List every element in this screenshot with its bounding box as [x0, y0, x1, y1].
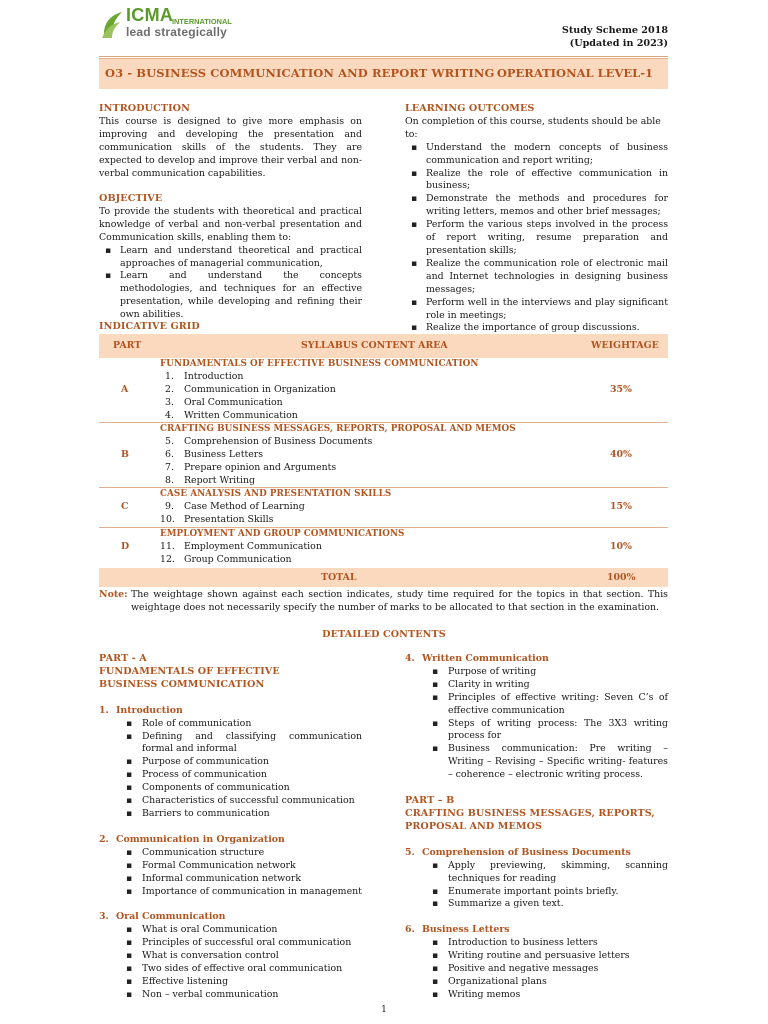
- grid-row-b: [99, 423, 668, 488]
- learning-outcomes-list: [405, 142, 668, 336]
- grid-weightage-value: 10%: [610, 541, 632, 552]
- topic-item: ▪ Principles of successful oral communication: [99, 937, 362, 950]
- page-number: 1: [381, 1005, 387, 1015]
- topic-item: ▪ Writing routine and persuasive letters: [405, 950, 668, 963]
- topic-item: ▪ Defining and classifying communication formal and informal: [99, 731, 362, 757]
- grid-topic-item: 11. Employment Communication: [160, 540, 322, 552]
- grid-topic-item: 8. Report Writing: [165, 474, 255, 486]
- grid-header-row: [99, 334, 668, 358]
- grid-topic-item: 5. Comprehension of Business Documents: [165, 435, 373, 447]
- section-title: Business Letters: [422, 924, 510, 936]
- grid-topic-item: 1. Introduction: [165, 370, 244, 382]
- topic-item: ▪ Effective listening: [99, 976, 362, 989]
- grid-topic-item: 4. Written Communication: [165, 409, 298, 421]
- section-title: Communication in Organization: [116, 833, 285, 845]
- objective-heading: OBJECTIVE: [99, 193, 163, 204]
- topic-item: ▪ Role of communication: [99, 718, 362, 731]
- grid-col-weightage: WEIGHTAGE: [591, 340, 659, 351]
- grid-part-label: A: [121, 384, 129, 395]
- grid-col-content: SYLLABUS CONTENT AREA: [301, 340, 448, 351]
- section-number: 4.: [405, 653, 415, 664]
- grid-total-row: [99, 568, 668, 587]
- grid-topic-item: 12. Group Communication: [160, 553, 292, 565]
- section-number: 2.: [99, 833, 109, 845]
- section-comprehension: [405, 847, 668, 912]
- grid-section-title: CASE ANALYSIS AND PRESENTATION SKILLS: [160, 489, 392, 499]
- topic-item: ▪ Formal Communication network: [99, 860, 362, 873]
- learning-outcomes-section: [405, 103, 668, 335]
- section-communication-in-organization: [99, 834, 362, 899]
- detailed-left-column: [99, 653, 362, 1002]
- section-title: Comprehension of Business Documents: [422, 846, 631, 858]
- topic-item: ▪ Introduction to business letters: [405, 937, 668, 950]
- study-scheme-updated: (Updated in 2023): [569, 38, 668, 49]
- grid-weightage-value: 15%: [610, 501, 632, 512]
- grid-part-label: D: [121, 541, 130, 552]
- objective-item: ▪ Learn and understand theoretical and practical approaches of managerial communication,: [99, 245, 362, 271]
- topic-item: ▪ Informal communication network: [99, 873, 362, 886]
- topic-item: ▪ Two sides of effective oral communication: [99, 963, 362, 976]
- section-number: 3.: [99, 911, 109, 923]
- grid-col-part: PART: [113, 340, 142, 351]
- topic-item: ▪ Components of communication: [99, 782, 362, 795]
- detailed-contents-heading: DETAILED CONTENTS: [322, 629, 446, 640]
- indicative-grid-heading: INDICATIVE GRID: [99, 321, 200, 332]
- learning-outcomes-heading: LEARNING OUTCOMES: [405, 103, 535, 114]
- grid-row-c: [99, 488, 668, 528]
- topic-item: ▪ Clarity in writing: [405, 679, 668, 692]
- grid-topic-item: 2. Communication in Organization: [165, 383, 336, 395]
- grid-section-title: FUNDAMENTALS OF EFFECTIVE BUSINESS COMMUNICATION: [160, 359, 479, 369]
- topic-item: ▪ Enumerate important points briefly.: [405, 886, 668, 899]
- detailed-right-column: [405, 653, 668, 1002]
- topic-item: ▪ Steps of writing process: The 3X3 writing process for: [405, 718, 668, 744]
- weightage-note: [99, 589, 668, 615]
- section-business-letters: [405, 924, 668, 1001]
- learning-outcome-item: ▪ Realize the importance of group discussions.: [405, 322, 668, 335]
- learning-outcome-item: ▪ Perform the various steps involved in the process of report writing, resume preparation and presentation skills;: [405, 219, 668, 258]
- learning-outcome-item: ▪ Perform well in the interviews and play significant role in meetings;: [405, 297, 668, 323]
- topic-item: ▪ Importance of communication in management: [99, 886, 362, 899]
- part-a-title: FUNDAMENTALS OF EFFECTIVE BUSINESS COMMUNICATION: [99, 665, 280, 690]
- section-number: 6.: [405, 924, 415, 936]
- logo-tagline: lead strategically: [126, 25, 227, 39]
- grid-total-label: TOTAL: [321, 572, 357, 583]
- topic-item: ▪ What is conversation control: [99, 950, 362, 963]
- logo-subtitle: INTERNATIONAL: [172, 17, 232, 26]
- course-level: OPERATIONAL LEVEL-1: [496, 66, 653, 80]
- topic-item: ▪ Summarize a given text.: [405, 898, 668, 911]
- objective-item: ▪ Learn and understand the concepts methodologies, and techniques for an effective presentation, while developing and refining their own abilities.: [99, 270, 362, 322]
- section-written-communication: [405, 653, 668, 782]
- topic-item: ▪ Barriers to communication: [99, 808, 362, 821]
- grid-row-d: [99, 528, 668, 568]
- grid-part-label: B: [121, 449, 129, 460]
- grid-weightage-value: 40%: [610, 449, 632, 460]
- study-scheme: [562, 24, 668, 50]
- course-title: O3 - BUSINESS COMMUNICATION AND REPORT WRITING: [105, 66, 495, 80]
- topic-item: ▪ What is oral Communication: [99, 924, 362, 937]
- topic-item: ▪ Purpose of writing: [405, 666, 668, 679]
- section-introduction: [99, 705, 362, 821]
- learning-outcome-item: ▪ Realize the role of effective communication in business;: [405, 168, 668, 194]
- indicative-grid-table: [99, 334, 668, 587]
- topic-item: ▪ Purpose of communication: [99, 756, 362, 769]
- section-title: Introduction: [116, 704, 183, 716]
- section-number: 1.: [99, 704, 109, 716]
- logo-brand: ICMA: [126, 5, 174, 25]
- part-b-header: [405, 795, 668, 834]
- learning-outcomes-intro: On completion of this course, students should be able to:: [405, 115, 661, 140]
- objective-text: To provide the students with theoretical and practical knowledge of verbal and non-verbal presentation and Communication skills, enabling them to:: [99, 205, 362, 243]
- note-text: The weightage shown against each section indicates, study time required for the topics in that section. This weightage does not necessarily specify the number of marks to be allocated to that section in the examination.: [131, 589, 668, 613]
- grid-row-a: [99, 358, 668, 423]
- course-title-bar: [99, 58, 668, 89]
- topic-item: ▪ Principles of effective writing: Seven C’s of effective communication: [405, 692, 668, 718]
- section-oral-communication: [99, 911, 362, 1001]
- title-top-rule: [99, 56, 668, 57]
- part-b-title: CRAFTING BUSINESS MESSAGES, REPORTS, PROPOSAL AND MEMOS: [405, 807, 655, 832]
- part-a-label: PART - A: [99, 653, 147, 664]
- grid-topic-item: 6. Business Letters: [165, 448, 264, 460]
- topic-item: ▪ Positive and negative messages: [405, 963, 668, 976]
- grid-topic-item: 7. Prepare opinion and Arguments: [165, 461, 337, 473]
- grid-part-label: C: [121, 501, 129, 512]
- topic-item: ▪ Apply previewing, skimming, scanning techniques for reading: [405, 860, 668, 886]
- learning-outcome-item: ▪ Demonstrate the methods and procedures for writing letters, memos and other brief messages;: [405, 193, 668, 219]
- note-label: Note:: [99, 589, 128, 600]
- grid-topic-item: 10. Presentation Skills: [160, 513, 274, 525]
- grid-section-title: EMPLOYMENT AND GROUP COMMUNICATIONS: [160, 529, 405, 539]
- introduction-section: [99, 103, 362, 180]
- grid-topic-item: 3. Oral Communication: [165, 396, 283, 408]
- grid-topic-item: 9. Case Method of Learning: [165, 500, 305, 512]
- learning-outcome-item: ▪ Understand the modern concepts of business communication and report writing;: [405, 142, 668, 168]
- topic-item: ▪ Characteristics of successful communication: [99, 795, 362, 808]
- logo-mark-icon: [100, 10, 124, 42]
- grid-total-value: 100%: [607, 572, 636, 583]
- grid-weightage-value: 35%: [610, 384, 632, 395]
- part-b-label: PART – B: [405, 795, 455, 807]
- grid-section-title: CRAFTING BUSINESS MESSAGES, REPORTS, PROPOSAL AND MEMOS: [160, 424, 516, 434]
- objective-section: [99, 193, 362, 322]
- topic-item: ▪ Writing memos: [405, 989, 668, 1002]
- topic-item: ▪ Process of communication: [99, 769, 362, 782]
- topic-item: ▪ Business communication: Pre writing – Writing – Revising – Specific writing- features – coherence – electronic writing process.: [405, 743, 668, 782]
- section-number: 5.: [405, 846, 415, 858]
- icma-logo: [100, 5, 240, 42]
- objective-list: [99, 245, 362, 322]
- section-title: Written Communication: [422, 653, 549, 664]
- introduction-heading: INTRODUCTION: [99, 103, 191, 114]
- topic-item: ▪ Non – verbal communication: [99, 989, 362, 1002]
- learning-outcome-item: ▪ Realize the communication role of electronic mail and Internet technologies in designing business messages;: [405, 258, 668, 297]
- topic-item: ▪ Organizational plans: [405, 976, 668, 989]
- topic-item: ▪ Communication structure: [99, 847, 362, 860]
- study-scheme-year: Study Scheme 2018: [561, 25, 668, 36]
- introduction-text: This course is designed to give more emphasis on improving and developing the presentation and communication skills of the students. They are expected to develop and improve their verbal and non-verbal communication capabilities.: [99, 115, 362, 179]
- section-title: Oral Communication: [116, 911, 226, 923]
